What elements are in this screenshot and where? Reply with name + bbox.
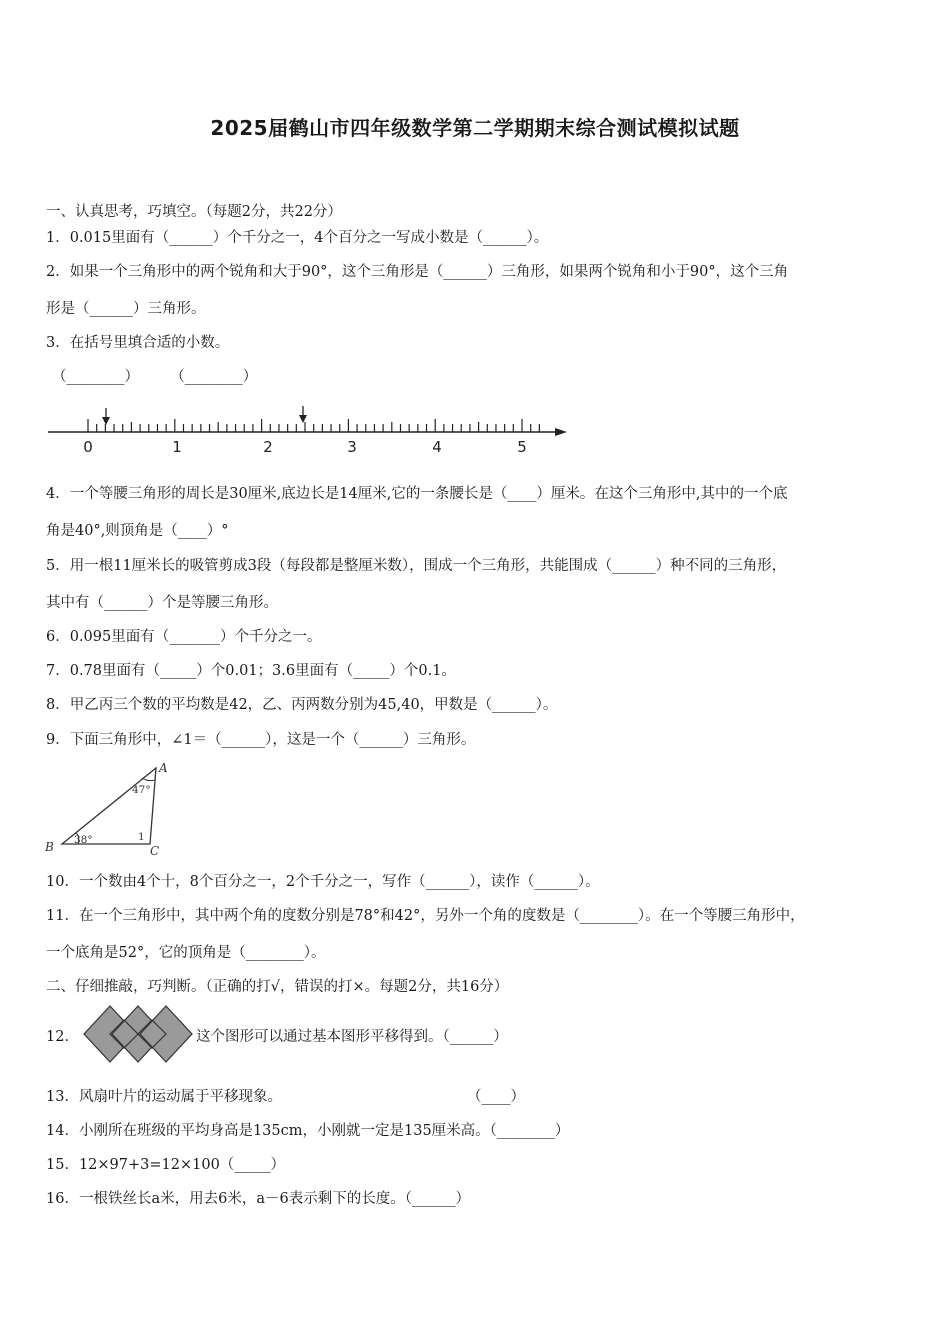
question-1: 1．0.015里面有（______）个千分之一，4个百分之一写成小数是（______）。 bbox=[46, 230, 549, 246]
nl-label-0: 0 bbox=[83, 438, 93, 456]
number-line-blanks bbox=[52, 365, 257, 386]
nl-label-5: 5 bbox=[517, 438, 527, 456]
question-15: 15．12×97+3=12×100（_____） bbox=[46, 1157, 286, 1173]
nl-label-1: 1 bbox=[172, 438, 182, 456]
nl-label-3: 3 bbox=[347, 438, 357, 456]
question-2-line-1: 2．如果一个三角形中的两个锐角和大于90°，这个三角形是（______）三角形，如果两个锐角和小于90°，这个三角 bbox=[46, 264, 789, 280]
nl-label-2: 2 bbox=[263, 438, 273, 456]
arrow-down-icon bbox=[102, 417, 110, 425]
question-5-line-2: 其中有（______）个是等腰三角形。 bbox=[46, 595, 278, 611]
angle-b-label: 38° bbox=[74, 834, 93, 846]
question-11-line-1: 11．在一个三角形中，其中两个角的度数分别是78°和42°，另外一个角的度数是（________）。在一个等腰三角形中， bbox=[46, 908, 805, 924]
angle-1-label: 1 bbox=[138, 831, 145, 843]
vertex-b-label: B bbox=[45, 840, 54, 854]
triangle-figure bbox=[42, 758, 182, 858]
question-12-text: 这个图形可以通过基本图形平移得到。（______） bbox=[196, 1029, 508, 1045]
nl-label-4: 4 bbox=[432, 438, 442, 456]
section-2-heading: 二、仔细推敲，巧判断。（正确的打√，错误的打×。每题2分，共16分） bbox=[46, 979, 509, 995]
number-line bbox=[40, 400, 580, 460]
question-5-line-1: 5．用一根11厘米长的吸管剪成3段（每段都是整厘米数），围成一个三角形，共能围成（______）种不同的三角形， bbox=[46, 558, 787, 574]
question-13: 13．风扇叶片的运动属于平移现象。 bbox=[46, 1089, 282, 1105]
question-14: 14．小刚所在班级的平均身高是135cm，小刚就一定是135厘米高。（________） bbox=[46, 1123, 570, 1139]
number-line-blank-2: （________） bbox=[170, 369, 258, 385]
question-4-line-1: 4．一个等腰三角形的周长是30厘米,底边长是14厘米,它的一条腰长是（____）厘米。在这个三角形中,其中的一个底 bbox=[46, 486, 788, 502]
page-title: 2025届鹤山市四年级数学第二学期期末综合测试模拟试题 bbox=[210, 116, 740, 140]
question-4-line-2: 角是40°,则顶角是（____）° bbox=[46, 523, 229, 539]
angle-a-label: 47° bbox=[132, 784, 151, 796]
question-12-number: 12． bbox=[46, 1029, 79, 1045]
question-7: 7．0.78里面有（_____）个0.01；3.6里面有（_____）个0.1。 bbox=[46, 663, 456, 679]
section-1-heading: 一、认真思考，巧填空。（每题2分，共22分） bbox=[46, 204, 342, 220]
arrow-down-icon bbox=[299, 415, 307, 423]
diamond-pattern-figure bbox=[82, 1004, 194, 1064]
question-11-line-2: 一个底角是52°，它的顶角是（________）。 bbox=[46, 945, 326, 961]
question-9: 9．下面三角形中，∠1＝（______），这是一个（______）三角形。 bbox=[46, 732, 476, 748]
question-13-blank: （____） bbox=[467, 1089, 525, 1105]
number-line-blank-1: （________） bbox=[52, 369, 139, 385]
question-8: 8．甲乙丙三个数的平均数是42，乙、丙两数分别为45,40，甲数是（______）。 bbox=[46, 697, 558, 713]
question-2-line-2: 形是（______）三角形。 bbox=[46, 301, 206, 317]
vertex-a-label: A bbox=[159, 761, 168, 775]
vertex-c-label: C bbox=[150, 844, 160, 858]
question-6: 6．0.095里面有（_______）个千分之一。 bbox=[46, 629, 322, 645]
question-10: 10．一个数由4个十，8个百分之一，2个千分之一，写作（______），读作（______）。 bbox=[46, 874, 600, 890]
question-16: 16．一根铁丝长a米，用去6米，a－6表示剩下的长度。（______） bbox=[46, 1191, 470, 1207]
question-3: 3．在括号里填合适的小数。 bbox=[46, 335, 230, 351]
